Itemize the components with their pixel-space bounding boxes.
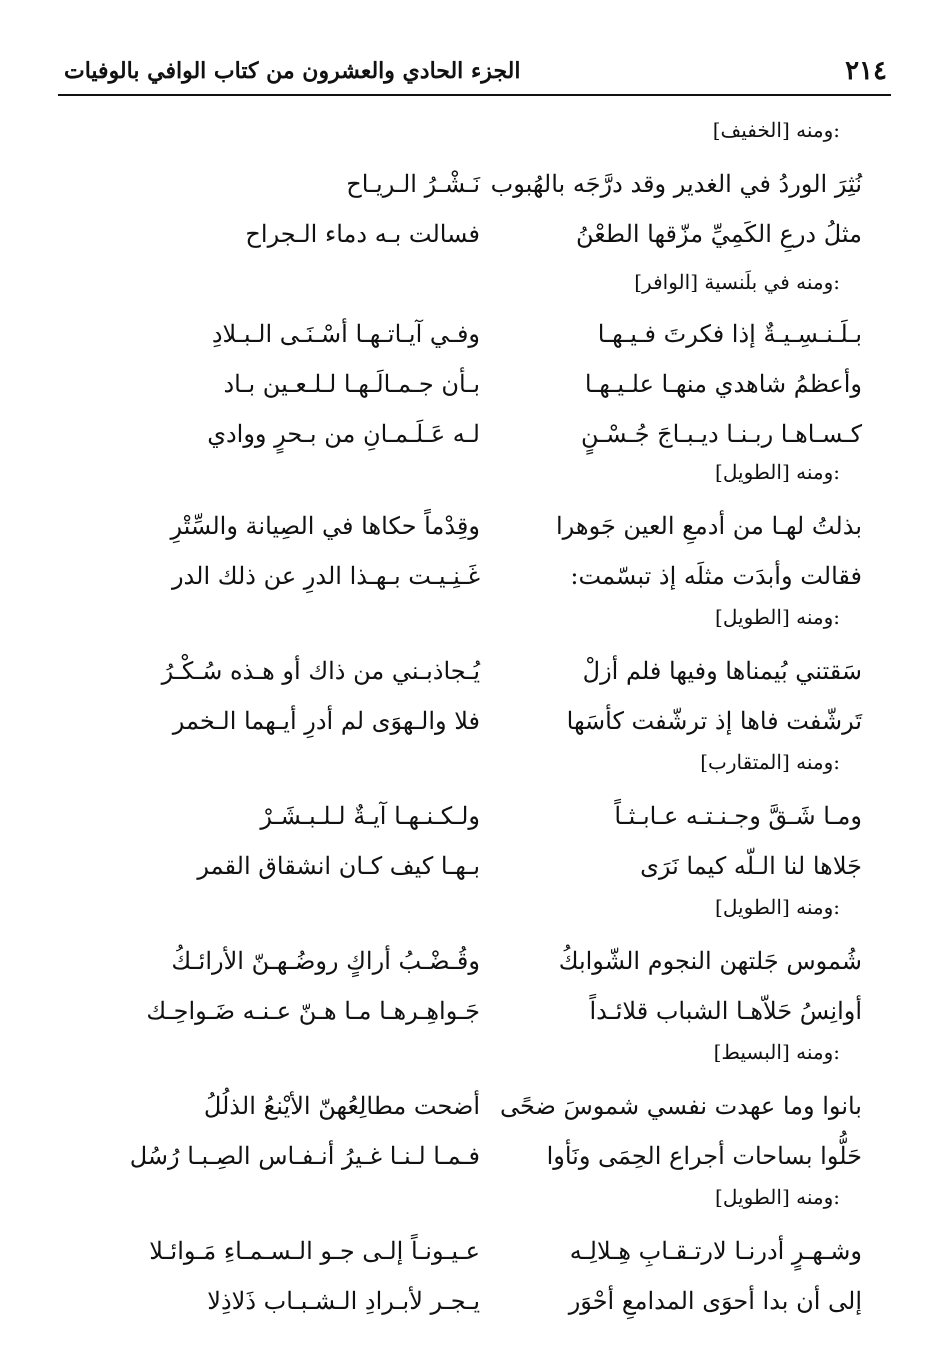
verse-first-hemistich: إلى أن بدا أحوَى المدامعِ أحْوَر	[568, 1287, 862, 1315]
verse-second-hemistich: يـجـر لأبـرادِ الـشـبـاب ذَلاذِلا	[207, 1287, 480, 1315]
verse-second-hemistich: أضحت مطالِعُهنّ الأيْنعُ الذلُلُ	[203, 1092, 480, 1120]
verse-line	[0, 852, 940, 898]
verse-line	[0, 170, 940, 216]
verse-first-hemistich: شُموس جَلتهن النجوم الشّوابكُ	[558, 947, 862, 975]
verse-first-hemistich: فقالت وأبدَت مثلَه إذ تبسّمت:	[570, 562, 862, 590]
verse-second-hemistich: فلا والـهوَى لم أدرِ أيـهما الـخمر	[172, 707, 480, 735]
verse-first-hemistich: بـلَـنـسِـيـةٌ إذا فكرتَ فـيـهـا	[597, 320, 862, 348]
verse-line	[0, 707, 940, 753]
verse-first-hemistich: أوانِسُ حَلاّهـا الشباب قلائـداً	[589, 997, 862, 1025]
verse-first-hemistich: وأعظمُ شاهدي منهـا علـيـهـا	[584, 370, 862, 398]
verse-first-hemistich: ومـا شَـقَّ وجـنـتـه عـابـثـاً	[614, 802, 862, 830]
verse-second-hemistich: عـيـونـاً إلـى جـو الـسـمـاءِ مَـوائـلا	[149, 1237, 480, 1265]
verse-line	[0, 1092, 940, 1138]
verse-second-hemistich: وقُـضْـبُ أراكٍ روضُـهـنّ الأرائـكُ	[171, 947, 480, 975]
section-intro: ومنه في بلَنسية [الوافر]:	[634, 270, 840, 294]
verse-second-hemistich: لـه عَـلَـمـانِ من بـحرٍ ووادي	[207, 420, 480, 448]
verse-first-hemistich: بانوا وما عهدت نفسي شموسَ ضحًى	[499, 1092, 862, 1120]
verse-line	[0, 1237, 940, 1283]
verse-second-hemistich: يُـجاذبـني من ذاك أو هـذه سُـكْـرُ	[161, 657, 480, 685]
verse-line	[0, 1142, 940, 1188]
page-header	[58, 50, 891, 96]
verse-line	[0, 997, 940, 1043]
verse-line	[0, 370, 940, 416]
section-intro: ومنه [الطويل]:	[715, 895, 840, 919]
verse-line	[0, 320, 940, 366]
verse-line	[0, 802, 940, 848]
verse-first-hemistich: نُثِرَ الوردُ في الغدير وقد درَّجَه بالهُبوب	[490, 170, 862, 198]
verse-first-hemistich: تَرشّفت فاها إذ ترشّفت كأسَها	[566, 707, 862, 735]
verse-first-hemistich: مثلُ درعِ الكَمِيِّ مزّقها الطعْنُ	[576, 220, 862, 248]
running-title: الجزء الحادي والعشرون من كتاب الوافي بالوفيات	[64, 58, 521, 84]
section-intro: ومنه [البسيط]:	[713, 1040, 840, 1064]
verse-second-hemistich: نَـشْـرُ الـريـاح	[346, 170, 480, 198]
section-intro: ومنه [الخفيف]:	[712, 118, 840, 142]
verse-second-hemistich: غَـنِـيـت بـهـذا الدرِ عن ذلك الدر	[171, 562, 480, 590]
section-intro: ومنه [الطويل]:	[715, 460, 840, 484]
verse-line	[0, 562, 940, 608]
verse-second-hemistich: جَـواهِـرهـا مـا هـنّ عـنـه ضَـواحِـك	[146, 997, 480, 1025]
verse-second-hemistich: فـمـا لـنـا غـيرُ أنـفـاس الصِـبـا رُسُل	[129, 1142, 480, 1170]
page-number: ٢١٤	[845, 56, 887, 86]
verse-line	[0, 220, 940, 266]
verse-second-hemistich: ولـكـنـهـا آيـةٌ لـلـبـشَـرْ	[260, 802, 480, 830]
verse-first-hemistich: سَقتني بُيمناها وفيها فلم أزلْ	[582, 657, 862, 685]
verse-line	[0, 657, 940, 703]
verse-line	[0, 512, 940, 558]
verse-second-hemistich: بـهـا كيف كـان انشقاق القمر	[197, 852, 480, 880]
verse-second-hemistich: بـأن جـمـالَـهـا لـلـعـين بـاد	[223, 370, 480, 398]
verse-second-hemistich: وفـي آيـاتـهـا أسْـنَـى الـبـلادِ	[211, 320, 480, 348]
verse-first-hemistich: حَلُّوا بساحات أجراع الحِمَى ونَأوا	[546, 1142, 862, 1170]
verse-first-hemistich: جَلاها لنا الـلّه كيما نَرَى	[640, 852, 862, 880]
verse-first-hemistich: كـسـاهـا ربـنـا ديـبـاجَ جُـسْـنٍ	[580, 420, 862, 448]
verse-line	[0, 947, 940, 993]
section-intro: ومنه [الطويل]:	[715, 605, 840, 629]
verse-second-hemistich: فسالت بـه دماء الـجراح	[245, 220, 480, 248]
verse-second-hemistich: وقِدْماً حكاها في الصِيانة والسِّتْرِ	[170, 512, 480, 540]
verse-first-hemistich: بذلتُ لهـا من أدمعِ العين جَوهرا	[556, 512, 862, 540]
verse-line	[0, 1287, 940, 1333]
section-intro: ومنه [الطويل]:	[715, 1185, 840, 1209]
verse-first-hemistich: وشـهـرٍ أدرنـا لارتـقـابِ هِـلالِـه	[569, 1237, 862, 1265]
section-intro: ومنه [المتقارب]:	[700, 750, 840, 774]
